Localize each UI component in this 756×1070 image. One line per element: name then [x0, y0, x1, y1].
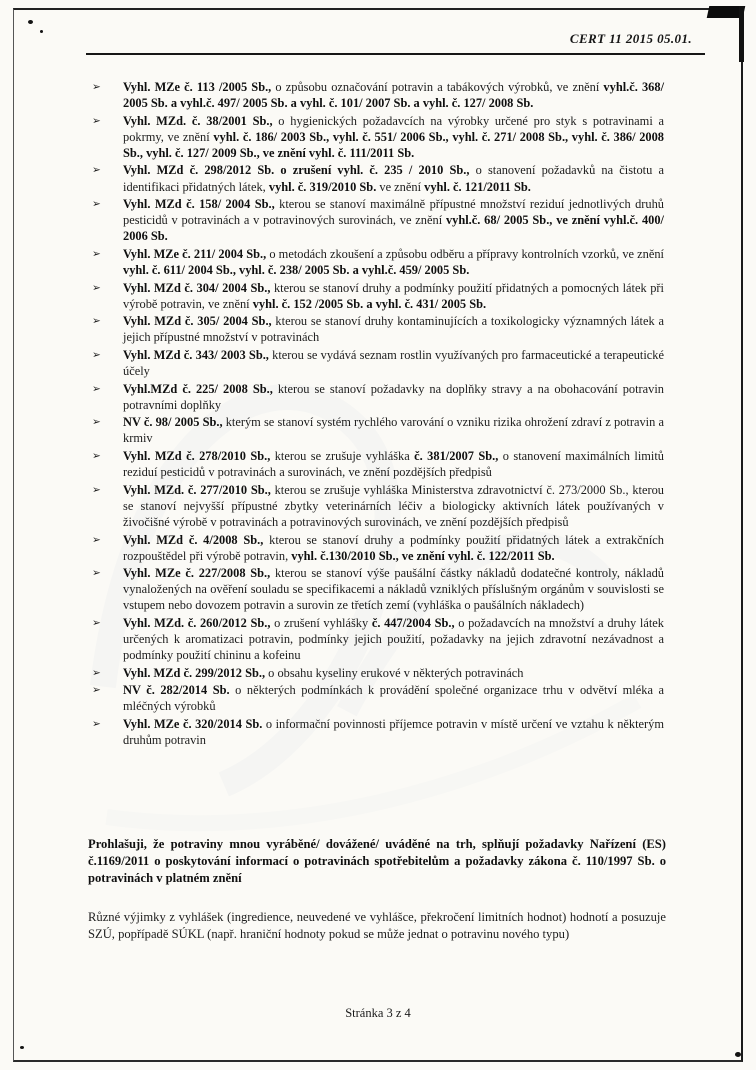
arrowhead-bullet-icon: ➢: [92, 450, 101, 463]
document-id: CERT 11 2015 05.01.: [569, 31, 692, 46]
decree-list: [92, 79, 664, 750]
list-item: [92, 313, 664, 345]
list-item-text: Vyhl. MZe č. 320/2014 Sb. o informační povinnosti příjemce potravin v místě určení ve vztahu k některým druhům potravin: [123, 717, 664, 748]
arrowhead-bullet-icon: ➢: [92, 416, 101, 429]
scan-artifact-edge: [739, 6, 744, 62]
arrowhead-bullet-icon: ➢: [92, 718, 101, 731]
closing-paragraph: Různé výjimky z vyhlášek (ingredience, neuvedené ve vyhlášce, překročení limitních hodnot) hodnotí a posuzuje SZÚ, popřípadě SÚKL (např. hraniční hodnoty pokud se může jednat o potravinu nového typu): [88, 910, 666, 941]
list-item: [92, 615, 664, 663]
list-item: [92, 414, 664, 446]
arrowhead-bullet-icon: ➢: [92, 247, 101, 260]
list-item-text: Vyhl.MZd č. 225/ 2008 Sb., kterou se stanoví požadavky na doplňky stravy a na obohacování potravin potravními doplňky: [123, 381, 664, 412]
list-item-text: Vyhl. MZd. č. 38/2001 Sb., o hygienických požadavcích na výrobky určené pro styk s potravinami a pokrmy, ve znění vyhl. č. 186/ 2003 Sb., vyhl. č. 551/ 2006 Sb., vyhl. č. 271/ 2008 Sb., vyhl. č. 386/ 2008 Sb., vyhl. č. 127/ 2009 Sb., ve znění vyhl. č. 111/2011 Sb.: [123, 113, 665, 160]
list-item: [92, 347, 664, 379]
list-item-text: Vyhl. MZd č. 4/2008 Sb., kterou se stanoví druhy a podmínky použití přidatných látek a extrakčních rozpouštědel při výrobě potravin, vyhl. č.130/2010 Sb., ve znění vyhl. č. 122/2011 Sb.: [123, 532, 664, 563]
list-item: [92, 716, 664, 748]
list-item-text: Vyhl. MZe č. 227/2008 Sb., kterou se stanoví výše paušální částky nákladů dodatečné kontroly, nákladů vynaložených na ověření souladu se specifikacemi a nákladů vzniklých příslušným orgánům v souvislosti se vstupem nebo dovozem potravin a surovin ze třetích zemí (vyhláška o paušálních nákladech): [123, 566, 664, 613]
list-item: [92, 448, 664, 480]
list-item-text: Vyhl. MZd č. 343/ 2003 Sb., kterou se vydává seznam rostlin využívaných pro farmaceutické a terapeutické účely: [123, 348, 664, 379]
page-number: Stránka 3 z 4: [345, 1006, 411, 1020]
arrowhead-bullet-icon: ➢: [92, 382, 101, 395]
scan-speck: [40, 30, 43, 33]
list-item: [92, 79, 664, 111]
list-item: [92, 113, 664, 161]
list-item: [92, 246, 664, 278]
arrowhead-bullet-icon: ➢: [92, 164, 101, 177]
header-rule: [86, 53, 705, 55]
list-item: [92, 162, 664, 194]
list-item-text: Vyhl. MZd. č. 277/2010 Sb., kterou se zrušuje vyhláška Ministerstva zdravotnictví č. 273/2000 Sb., kterou se stanoví nejvyšší přípustné zbytky veterinárních léčiv a biologicky aktivních látek používaných v živočišné výrobě v potravinách a potravinových surovinách, ve znění pozdějších předpisů: [123, 482, 664, 529]
arrowhead-bullet-icon: ➢: [92, 315, 101, 328]
list-item-text: Vyhl. MZd č. 304/ 2004 Sb., kterou se stanoví druhy a podmínky použití přidatných a pomocných látek při výrobě potravin, ve znění vyhl. č. 152 /2005 Sb. a vyhl. č. 431/ 2005 Sb.: [123, 280, 664, 311]
arrowhead-bullet-icon: ➢: [92, 533, 101, 546]
list-item-text: Vyhl. MZd. č. 260/2012 Sb., o zrušení vyhlášky č. 447/2004 Sb., o požadavcích na množství a druhy látek určených k aromatizaci potravin, podmínky jejich použití, požadavky na jejich zdravotní nezávadnost a podmínky použití chininu a kofeinu: [123, 616, 664, 663]
arrowhead-bullet-icon: ➢: [92, 281, 101, 294]
closing-paragraphs: [88, 836, 666, 965]
list-item-text: NV č. 98/ 2005 Sb., kterým se stanoví systém rychlého varování o vzniku rizika ohrožení zdraví z potravin a krmiv: [123, 415, 664, 446]
scan-speck: [735, 1052, 741, 1057]
list-item-text: Vyhl. MZd č. 158/ 2004 Sb., kterou se stanoví maximálně přípustné množství reziduí jednotlivých druhů pesticidů v potravinách a v potravinových surovinách, ve znění vyhl.č. 68/ 2005 Sb., ve znění vyhl.č. 400/ 2006 Sb.: [123, 197, 664, 244]
list-item-text: Vyhl. MZd č. 278/2010 Sb., kterou se zrušuje vyhláška č. 381/2007 Sb., o stanovení maximálních limitů reziduí pesticidů v potravinách a surovinách, ve znění pozdějších předpisů: [123, 449, 664, 480]
list-item-text: Vyhl. MZe č. 211/ 2004 Sb., o metodách zkoušení a způsobu odběru a přípravy kontrolních vzorků, ve znění vyhl. č. 611/ 2004 Sb., vyhl. č. 238/ 2005 Sb. a vyhl.č. 459/ 2005 Sb.: [123, 246, 664, 278]
arrowhead-bullet-icon: ➢: [92, 114, 101, 127]
arrowhead-bullet-icon: ➢: [92, 349, 101, 361]
scan-speck: [20, 1046, 24, 1049]
list-item: [92, 280, 664, 312]
list-item: [92, 196, 664, 244]
list-item-text: Vyhl. MZd č. 299/2012 Sb., o obsahu kyseliny erukové v některých potravinách: [123, 665, 524, 680]
arrowhead-bullet-icon: ➢: [92, 81, 101, 93]
list-item: [92, 665, 664, 681]
list-item: [92, 565, 664, 613]
arrowhead-bullet-icon: ➢: [92, 617, 101, 629]
scan-speck: [28, 20, 33, 24]
list-item: [92, 381, 664, 413]
list-item-text: NV č. 282/2014 Sb. o některých podmínkách k provádění společné organizace trhu v odvětví mléka a mléčných výrobků: [123, 683, 664, 714]
list-item-text: Vyhl. MZd č. 305/ 2004 Sb., kterou se stanoví druhy kontaminujících a toxikologicky významných látek a jejich přípustné množství v potravinách: [123, 314, 664, 345]
arrowhead-bullet-icon: ➢: [92, 483, 101, 496]
arrowhead-bullet-icon: ➢: [92, 684, 101, 697]
list-item: [92, 482, 664, 530]
list-item-text: Vyhl. MZd č. 298/2012 Sb. o zrušení vyhl. č. 235 / 2010 Sb., o stanovení požadavků na čistotu a identifikaci přidatných látek, vyhl. č. 319/2010 Sb. ve znění vyhl. č. 121/2011 Sb.: [123, 163, 664, 194]
arrowhead-bullet-icon: ➢: [92, 198, 101, 211]
closing-paragraph: Prohlašuji, že potraviny mnou vyráběné/ dovážené/ uváděné na trh, splňují požadavky Nařízení (ES) č.1169/2011 o poskytování informací o potravinách spotřebitelům a požadavky zákona č. 110/1997 Sb. o potravinách v platném znění: [88, 837, 666, 885]
list-item: [92, 682, 664, 714]
arrowhead-bullet-icon: ➢: [92, 666, 101, 679]
list-item-text: Vyhl. MZe č. 113 /2005 Sb., o způsobu označování potravin a tabákových výrobků, ve znění vyhl.č. 368/ 2005 Sb. a vyhl.č. 497/ 2005 Sb. a vyhl. č. 101/ 2007 Sb. a vyhl. č. 127/ 2008 Sb.: [123, 80, 665, 111]
list-item: [92, 532, 664, 564]
arrowhead-bullet-icon: ➢: [92, 567, 101, 580]
